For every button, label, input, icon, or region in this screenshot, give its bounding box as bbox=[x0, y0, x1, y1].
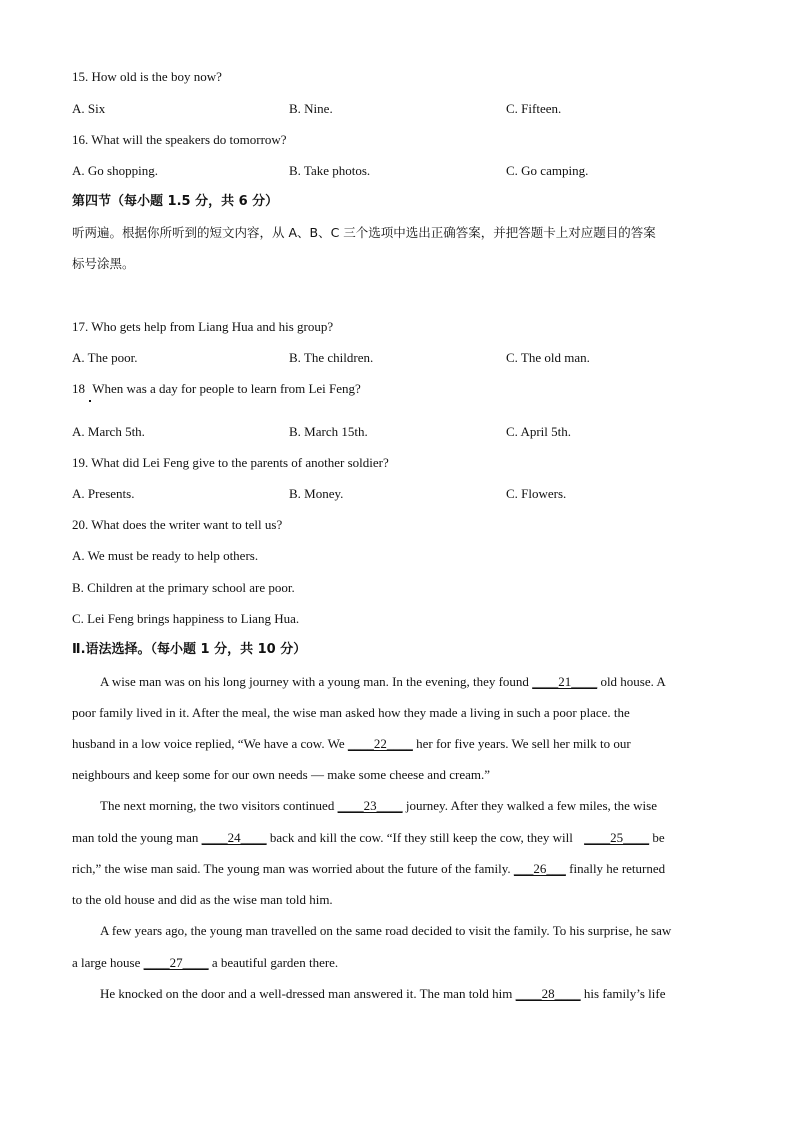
blank-27: ____27____ bbox=[143, 955, 209, 970]
q20-option-b: B. Children at the primary school are poor. bbox=[72, 580, 295, 595]
blank-24: ____24____ bbox=[201, 830, 267, 845]
q15-option-b: B. Nine. bbox=[289, 101, 333, 116]
question-16: 16. What will the speakers do tomorrow? bbox=[72, 132, 287, 147]
question-18-number: 18 bbox=[72, 381, 85, 396]
q20-option-c: C. Lei Feng brings happiness to Liang Hua. bbox=[72, 611, 300, 626]
question-17: 17. Who gets help from Liang Hua and his group? bbox=[72, 319, 334, 334]
q17-option-a: A. The poor. bbox=[72, 350, 138, 365]
q15-option-a: A. Six bbox=[72, 101, 106, 116]
p4-l1-text-b: his family’s life bbox=[583, 986, 666, 1001]
p1-l1-text-b: old house. A bbox=[600, 674, 666, 689]
passage-p1-line-3 bbox=[72, 736, 714, 752]
stray-dot bbox=[89, 400, 91, 402]
passage-p1-line-4: neighbours and keep some for our own needs — make some cheese and cream.” bbox=[72, 767, 491, 782]
p2-l1-text-a: The next morning, the two visitors continued bbox=[100, 798, 335, 813]
q17-option-b: B. The children. bbox=[289, 350, 374, 365]
q15-option-c: C. Fifteen. bbox=[506, 101, 562, 116]
q16-option-a: A. Go shopping. bbox=[72, 163, 158, 178]
passage-p3-line-1: A few years ago, the young man travelled on the same road decided to visit the family. To his surprise, he saw bbox=[100, 923, 672, 938]
p2-l2-text-b: back and kill the cow. “If they still keep the cow, they will bbox=[269, 830, 573, 845]
p1-l3-text-b: her for five years. We sell her milk to our bbox=[416, 736, 631, 751]
section-4-title: 第四节（每小题 1.5 分，共 6 分） bbox=[72, 194, 279, 209]
p2-l2-text-a: man told the young man bbox=[72, 830, 199, 845]
p2-l3-text-a: rich,” the wise man said. The young man was worried about the future of the family. bbox=[72, 861, 511, 876]
p2-l3-text-b: finally he returned bbox=[569, 861, 666, 876]
q20-option-a: A. We must be ready to help others. bbox=[72, 548, 259, 563]
question-20: 20. What does the writer want to tell us? bbox=[72, 517, 283, 532]
blank-23: ____23____ bbox=[337, 798, 403, 813]
q18-option-c: C. April 5th. bbox=[506, 424, 572, 439]
blank-26: ___26___ bbox=[513, 861, 566, 876]
passage-p2-line-2 bbox=[72, 830, 714, 846]
p1-l1-text-a: A wise man was on his long journey with a young man. In the evening, they found bbox=[100, 674, 529, 689]
p3-l2-text-b: a beautiful garden there. bbox=[211, 955, 339, 970]
p2-l1-text-b: journey. After they walked a few miles, the wise bbox=[405, 798, 657, 813]
q18-option-b: B. March 15th. bbox=[289, 424, 368, 439]
q19-option-a: A. Presents. bbox=[72, 486, 135, 501]
passage-p2-line-3 bbox=[72, 861, 714, 877]
question-18-text: When was a day for people to learn from Lei Feng? bbox=[92, 381, 361, 396]
passage-p1-line-1 bbox=[100, 674, 714, 690]
q19-option-c: C. Flowers. bbox=[506, 486, 567, 501]
q18-option-a: A. March 5th. bbox=[72, 424, 145, 439]
p3-l2-text-a: a large house bbox=[72, 955, 141, 970]
p2-l2-text-c: be bbox=[652, 830, 665, 845]
blank-28: ____28____ bbox=[515, 986, 581, 1001]
blank-21: ____21____ bbox=[532, 674, 598, 689]
question-18 bbox=[72, 381, 361, 397]
blank-25: ____25____ bbox=[584, 830, 650, 845]
blank-22: ____22____ bbox=[347, 736, 413, 751]
passage-p3-line-2 bbox=[72, 955, 714, 971]
question-19: 19. What did Lei Feng give to the parents of another soldier? bbox=[72, 455, 389, 470]
q16-option-c: C. Go camping. bbox=[506, 163, 589, 178]
question-15: 15. How old is the boy now? bbox=[72, 69, 222, 84]
passage-p2-line-1 bbox=[100, 798, 714, 814]
passage-p4-line-1 bbox=[100, 986, 714, 1002]
p4-l1-text-a: He knocked on the door and a well-dressed man answered it. The man told him bbox=[100, 986, 513, 1001]
q19-option-b: B. Money. bbox=[289, 486, 344, 501]
q17-option-c: C. The old man. bbox=[506, 350, 590, 365]
passage-p2-line-4: to the old house and did as the wise man told him. bbox=[72, 892, 333, 907]
section-4-instructions-line-2: 标号涂黑。 bbox=[72, 256, 135, 271]
q16-option-b: B. Take photos. bbox=[289, 163, 371, 178]
passage-p1-line-2: poor family lived in it. After the meal, the wise man asked how they made a living in such a poor place. the bbox=[72, 705, 630, 720]
section-4-instructions-line-1: 听两遍。根据你所听到的短文内容，从 A、B、C 三个选项中选出正确答案，并把答题卡上对应题目的答案 bbox=[72, 225, 656, 240]
p1-l3-text-a: husband in a low voice replied, “We have a cow. We bbox=[72, 736, 345, 751]
grammar-section-title: Ⅱ.语法选择。（每小题 1 分，共 10 分） bbox=[72, 642, 307, 657]
